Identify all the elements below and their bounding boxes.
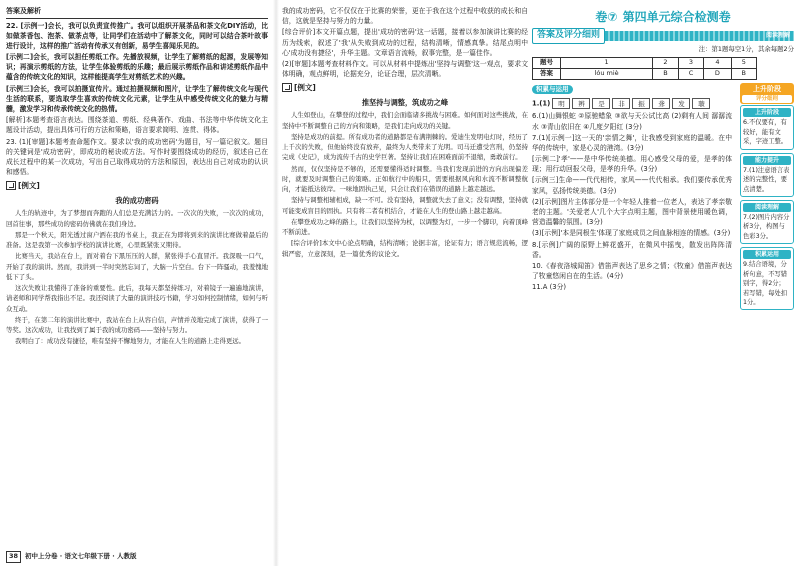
essay-paragraph: 比赛当天，我站在台上，面对着台下黑压压的人群，紧张得手心直冒汗。我深吸一口气，开始了我的演讲。然而，我讲到一半时突然忘词了，大脑一片空白。台下一阵骚动，我羞愧地低下了头。 <box>6 252 268 281</box>
q1-char-box: 非 <box>612 98 630 109</box>
page-gutter <box>273 0 279 566</box>
exam-title <box>532 8 794 26</box>
table-cell: C <box>678 68 704 79</box>
essay-paragraph: 这次失败让我懂得了准备的重要性。此后，我每天都坚持练习，对着镜子一遍遍地演讲，请老师和同学帮我指出不足。我还阅读了大量的演讲技巧书籍，学习如何控制情绪，如何与听众互动。 <box>6 284 268 313</box>
answer-table-answer-row <box>533 68 757 79</box>
essay-paragraph: 然而，仅仅坚持是不够的，还需要懂得适时调整。当我们发现前进的方向出现偏差时，就要及时调整自己的策略。正如航行中的船只，需要根据风向和水流不断调整航向，才能抵达彼岸。一味地固执己见，只会让我们在错误的道路上越走越远。 <box>282 164 528 194</box>
essay-title-middle: 推坚持与调整，筑成功之峰 <box>361 97 449 107</box>
essay-paragraph: 我明白了：成功没有捷径，唯有坚持不懈地努力，才能在人生的道路上走得更远。 <box>14 337 246 346</box>
left-paragraphs <box>6 21 268 178</box>
header-note: 答案及解析 <box>6 6 268 19</box>
footer-text: 初中上分卷 · 语文七年级下册 · 人教版 <box>25 552 137 561</box>
q1-char-box: 辨 <box>572 98 590 109</box>
essay-title-left: 我的成功密码 <box>115 195 159 205</box>
answer-banner <box>532 29 794 43</box>
left-column <box>6 6 268 552</box>
table-cell: lóu miè <box>561 68 653 79</box>
pencil-icon <box>6 181 16 190</box>
page-footer <box>6 551 137 563</box>
sidebar-note <box>740 200 794 244</box>
q1-char-box: 聋 <box>652 98 670 109</box>
answer-banner-bar <box>605 31 794 41</box>
left-paragraph: [示例三]会长，我可以拍摄宣传片。通过拍摄视频和图片，让学生了解传统文化与现代生活的联系，要选取学生喜欢的传统文化元素，让学生从中感受传统文化的魅力与精髓，激发学习和传承传统文化的热情。 <box>6 84 268 113</box>
sidebar-note-body: 9.结合语境，分析句意，不写错别字，得2分；若写错，每处扣1分。 <box>743 261 788 307</box>
table-cell: B <box>653 68 678 79</box>
answer-item: [示例三]生命——代代相传，家风——代代相承。我们要传承优秀家风，弘扬传统美德。(3分) <box>532 176 732 195</box>
middle-paragraph: 我的成功密码，它不仅仅在于比赛的荣誉，更在于我在这个过程中收获的成长和自信，这就是坚持与努力的力量。 <box>282 7 528 26</box>
middle-top-paragraphs <box>282 6 528 79</box>
answer-item: 11.A (3分) <box>532 283 567 292</box>
sidebar-note-body: 7.(2)图片内容分析3分，构图与色彩3分。 <box>743 213 790 240</box>
table-cell: 题号 <box>533 57 561 68</box>
sidebar-note <box>740 105 794 149</box>
answer-item: (3)[示例]'本是同根生'体现了家庭成员之间血脉相连的情感。(3分) <box>532 229 731 238</box>
left-paragraph: 23. (1)[审题]本题考查命题作文。要求以'我的成功密码'为题目，写一篇记叙文。题目的关键词是'成功密码'，即成功的秘诀或方法。写作时要围绕成功的经历，叙述自己在成长过程中的某一次成功，写出自己取得成功的方法和原因，表达出自己对成功的认识和感悟。 <box>6 137 268 177</box>
answer-item: 8.[示例]广阔的原野上鲜花盛开，在微风中摇曳，散发出阵阵清香。 <box>532 240 732 259</box>
essay-paragraph: 终于，在第二年的演讲比赛中，我站在台上从容自信，声情并茂地完成了演讲，获得了一等奖。这次成功，让我找到了属于我的成功密码——坚持与努力。 <box>6 315 268 335</box>
exam-title-text: 第四单元综合检测卷 <box>622 10 731 24</box>
table-cell: 4 <box>704 57 731 68</box>
sidebar-note-head: 积累运用 <box>743 250 791 259</box>
middle-column <box>282 6 528 552</box>
essay-paragraph: [综合评价]本文中心论点明确，结构清晰；论据丰富，论证有力；语言规范流畅，逻辑严密，立意深刻，是一篇优秀的议论文。 <box>282 239 528 258</box>
essay-paragraph: 在攀登成功之峰的路上，让我们以坚持为杖，以调整为灯，一步一个脚印，向着顶峰不断前进。 <box>282 217 528 237</box>
section-label: 积累与运用 <box>532 85 573 95</box>
q1-label: 1.(1) <box>532 99 551 108</box>
essay-body-left <box>6 208 268 346</box>
scoring-logo: 上升阶段 评分细则 <box>740 83 794 105</box>
q1-char-box: 明 <box>552 98 570 109</box>
q1-char-box: 聩 <box>692 98 710 109</box>
page-number: 38 <box>6 551 21 563</box>
q1-char-box: 振 <box>632 98 650 109</box>
answer-item: 6.(1)山舞银蛇 ②原驰蜡象 ③欲与天公试比高 (2)剩有人间 潺潺流水 ③青山依旧在 ④几度夕阳红 (3分) <box>532 112 732 131</box>
answer-banner-label: 答案及评分细则 <box>532 28 605 44</box>
sidebar-note <box>740 247 794 310</box>
answer-item: (2)[示例]图片主体部分是一个年轻人推着一位老人，表达了孝亲敬老的主题。'关爱老人'几个大字点明主题，图中背景使用暖色调，营造温馨的氛围。(3分) <box>532 197 732 227</box>
answer-table <box>532 57 757 80</box>
answer-area <box>532 83 794 523</box>
table-cell: 2 <box>653 57 678 68</box>
sidebar-note-body: 6.不仅要有，有较好，能有文采，字迹工整。 <box>743 119 788 146</box>
essay-paragraph: 人生的轨迹中，为了梦想而奔跑的人们总是充满活力的。一次次的失败，一次次的成功，回首往事，那些成功的密码仿佛就在我们身边。 <box>6 209 268 228</box>
answer-main <box>532 83 732 294</box>
left-paragraph: [解析]本题考查语言表达。围绕茶道、剪纸、经典著作、戏曲、书法等中华传统文化主题设计活动，提出具体可行的方法和策略，语言要求简明、连贯、得体。 <box>6 116 268 135</box>
example-tag-middle: [例文] <box>282 82 316 93</box>
answer-item: 7.(1)[示例一]这一天的'亲情之舞'，让我感受到家庭的温暖。在中华的传统中，家是心灵的港湾。(3分) <box>532 133 732 152</box>
sidebar-note-head: 能力提升 <box>743 156 791 165</box>
sidebar-note <box>740 153 794 197</box>
table-cell: 1 <box>561 57 653 68</box>
example-tag-left: [例文] <box>6 180 40 191</box>
score-note: 注：第1题每空1分，其余每题2分 <box>698 45 794 53</box>
sidebar-note-head: 阅读理解 <box>743 203 791 212</box>
answer-banner-tag: 阅读理解 <box>765 32 790 39</box>
table-cell: D <box>704 68 731 79</box>
q1-row <box>532 98 732 109</box>
middle-paragraph: [综合评价]本文开篇点题，提出'成功的密码'这一话题，接着以参加演讲比赛的经历为线索，叙述了'我'从失败到成功的过程，结构清晰，情感真挚。结尾点明中心'成功没有捷径'，升华主题。文章语言流畅，叙事完整，是一篇佳作。 <box>282 28 528 57</box>
answer-list <box>532 111 732 292</box>
left-paragraph: 22. [示例一]会长，我可以负责宣传推广。我可以组织开展茶品和茶文化DIY活动，比如做茶香包、泡茶、做茶点等，让同学们在活动中了解茶文化，同时可以结合茶叶故事进行设计，这样的推广活动有传承又有创新，易学生喜闻乐见的。 <box>6 21 268 50</box>
answer-item: 10.《春夜洛城闻笛》借笛声表达了思乡之情；《牧童》借笛声表达了牧童悠闲自在的生活。(4分) <box>532 261 732 281</box>
table-cell: 3 <box>678 57 704 68</box>
essay-paragraph: 坚持是成功的前提。所有成功者的道路都是布满荆棘的。爱迪生发明电灯时，经历了上千次的失败，但他始终没有放弃，最终为人类带来了光明。司马迁遭受宫刑，仍坚持完成《史记》，成为流传千古的史学巨著。坚持让我们在困难面前不退缩，勇敢前行。 <box>282 132 528 162</box>
sidebar-note-head: 上升阶段 <box>743 108 791 117</box>
volume-number: 卷⑦ <box>595 10 618 24</box>
q1-char-box: 发 <box>672 98 690 109</box>
table-cell: 5 <box>731 57 756 68</box>
q1-char-box: 是 <box>592 98 610 109</box>
essay-paragraph: 人生如登山，在攀登的过程中，我们会面临诸多挑战与困难。如何面对这些挑战，在坚持中不断调整自己的方向和策略，是我们走向成功的关键。 <box>282 111 528 130</box>
essay-paragraph: 坚持与调整相辅相成，缺一不可。没有坚持，调整就失去了意义；没有调整，坚持就可能变成盲目的固执。只有将二者有机结合，才能在人生的登山路上越走越高。 <box>282 196 528 215</box>
middle-paragraph: (2)[审题]本题考查材料作文。可以从材料中提炼出'坚持与调整'这一观点，要求文体明确，观点鲜明，论据充分，论证合理，层次清晰。 <box>282 59 528 79</box>
answer-item: [示例二]'孝'——是中华传统美德。用心感受父母的爱，是孝的体现；用行动回报父母，是孝的升华。(3分) <box>532 155 732 174</box>
table-cell: B <box>731 68 756 79</box>
sidebar-note-body: 7.(1)注意语言表述的完整性，要点清楚。 <box>743 166 790 193</box>
left-paragraph: [示例二]会长，我可以担任剪纸工作。先播放视频，让学生了解剪纸的起源，发展等知识；再演示剪纸的方法，让学生体验剪纸的乐趣；最后展示剪纸作品和讲述剪纸作品中蕴含的传统文化的知识，这样能提高学生对剪纸艺术的兴趣。 <box>6 53 268 82</box>
answer-table-header-row <box>533 57 757 68</box>
scoring-sidebar <box>740 83 794 314</box>
pencil-icon <box>282 83 292 92</box>
essay-paragraph: 那是一个秋天，阳光透过窗户洒在我的书桌上，我正在为即将到来的演讲比赛做着最后的准备。这是我第一次参加学校的演讲比赛，心里既紧张又期待。 <box>6 230 268 250</box>
q1-character-grid <box>552 98 710 109</box>
essay-body-middle <box>282 110 528 259</box>
right-column <box>532 6 794 552</box>
table-cell: 答案 <box>533 68 561 79</box>
